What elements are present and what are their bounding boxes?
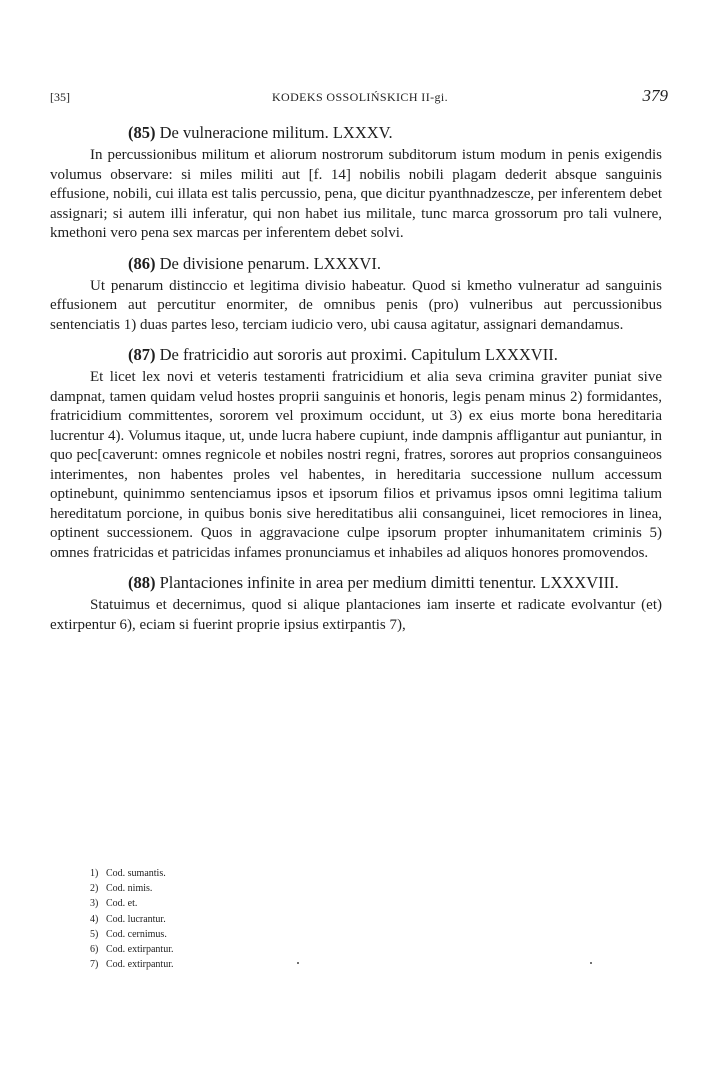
footnote-text: Cod. lucrantur. [106, 913, 166, 925]
footnote-mark: 1) [90, 868, 99, 879]
section-title: De fratricidio aut sororis aut proximi. Capitulum LXXXVII. [159, 345, 558, 364]
footnote-mark: 4) [90, 913, 99, 925]
footnote-text: Cod. et. [106, 898, 138, 910]
section-text-86: Ut penarum distinccio et legitima divisio habeatur. Quod si kmetho vulneratur ad sanguinis effusionem aut percutitur enormiter, de omnibus penis (pro) vulneribus aut percussionibus sentenciatis 1) duas partes leso, terciam iudicio vero, ubi causa agitatur, assignari demandamus. [50, 277, 662, 333]
section-number: (87) [128, 345, 156, 364]
section-text-85: In percussionibus militum et aliorum nostrorum subditorum istum modum in penis exigendis volumus observare: si miles militi aut [f. 14] nobilis nobili plagam dederit absque sanguinis effusione, nobili, cui illata est talis percussio, pena, que dicitur pyanthnadzescze, per inferentem debet assignari; si autem illi inferatur, qui non habet ius militale, tunc marca grossorum pro tali vulnere, kmethoni vero pena sex marcas per inferentem debet solvi. [50, 147, 663, 241]
section-number: (85) [128, 123, 156, 142]
footnote-text: Cod. extirpantur. [106, 944, 174, 956]
section-heading-86 [50, 253, 662, 274]
footnote [90, 896, 174, 911]
section-title: Plantaciones infinite in area per medium dimitti tenentur. LXXXVIII. [159, 573, 619, 592]
running-title: KODEKS OSSOLIŃSKICH II-gi. [271, 90, 449, 104]
page-body [50, 122, 662, 641]
section-number: (86) [128, 253, 156, 273]
footnote [90, 942, 174, 957]
footnote-text: Cod. sumantis. [106, 868, 166, 879]
footnote-text: Cod. extirpantur. [106, 959, 174, 971]
footnote [90, 881, 174, 896]
footnotes [90, 866, 174, 972]
page-number: 379 [642, 86, 668, 105]
footnote-mark: 3) [90, 898, 99, 910]
footnote [90, 866, 174, 881]
section-text-87: Et licet lex novi et veteris testamenti fratricidium et alia seva crimina graviter puniat sive dampnat, tamen quidam velud hostes proprii sanguinis et honoris, legis penam minus 2) formidantes, fratricidium committentes, sororem vel proximum occidunt, ut 3) ex eius morte bona hereditaria lucrentur 4). Volumus itaque, ut, unde lucra habere cupiunt, inde dampnis affligantur aut puniantur, in quo pec[caverunt: omnes regnicole et nobiles nostri regni, fratres, sorores aut proprios consanguineos interimentes, non habentes proles vel habentes, in hereditaria successione nullum accessum optinebunt, quinimmo sentenciamus ipsos et ipsorum filios et privamus ipsos omni legitima talium hereditatum porcione, in quibus bonis sive hereditatibus alii consanguinei, licet remociores in linea, optinent successionem. Quos in aggravacione culpe ipsorum propter inhumanitatem criminis 5) omnes fratricidas et patricidas infames pronunciamus et inhabiles ad aliquos honores promovendos. [50, 369, 662, 561]
section-title: De vulneracione militum. LXXXV. [159, 123, 393, 142]
page-header [50, 86, 670, 110]
footnote-mark: 7) [90, 959, 99, 971]
footnote-text: Cod. nimis. [106, 883, 153, 895]
section-heading-85 [50, 122, 662, 143]
section-heading-88 [50, 572, 662, 593]
section-number: (88) [128, 573, 156, 592]
scan-speck [590, 962, 592, 964]
header-left-marker: [35] [50, 90, 70, 104]
footnote [90, 912, 174, 927]
footnote [90, 927, 174, 942]
section-title: De divisione penarum. LXXXVI. [159, 253, 381, 273]
scan-speck [297, 962, 299, 964]
footnote-mark: 6) [90, 944, 99, 956]
footnote-mark: 2) [90, 883, 99, 895]
footnote-text: Cod. cernimus. [106, 928, 167, 940]
section-text-88: Statuimus et decernimus, quod si alique plantaciones iam inserte et radicate evolvantur (et) extirpentur 6), eciam si fuerint proprie ipsius extirpantis 7), [50, 597, 662, 633]
footnote [90, 957, 174, 972]
section-heading-87 [50, 344, 662, 365]
footnote-mark: 5) [90, 928, 99, 940]
